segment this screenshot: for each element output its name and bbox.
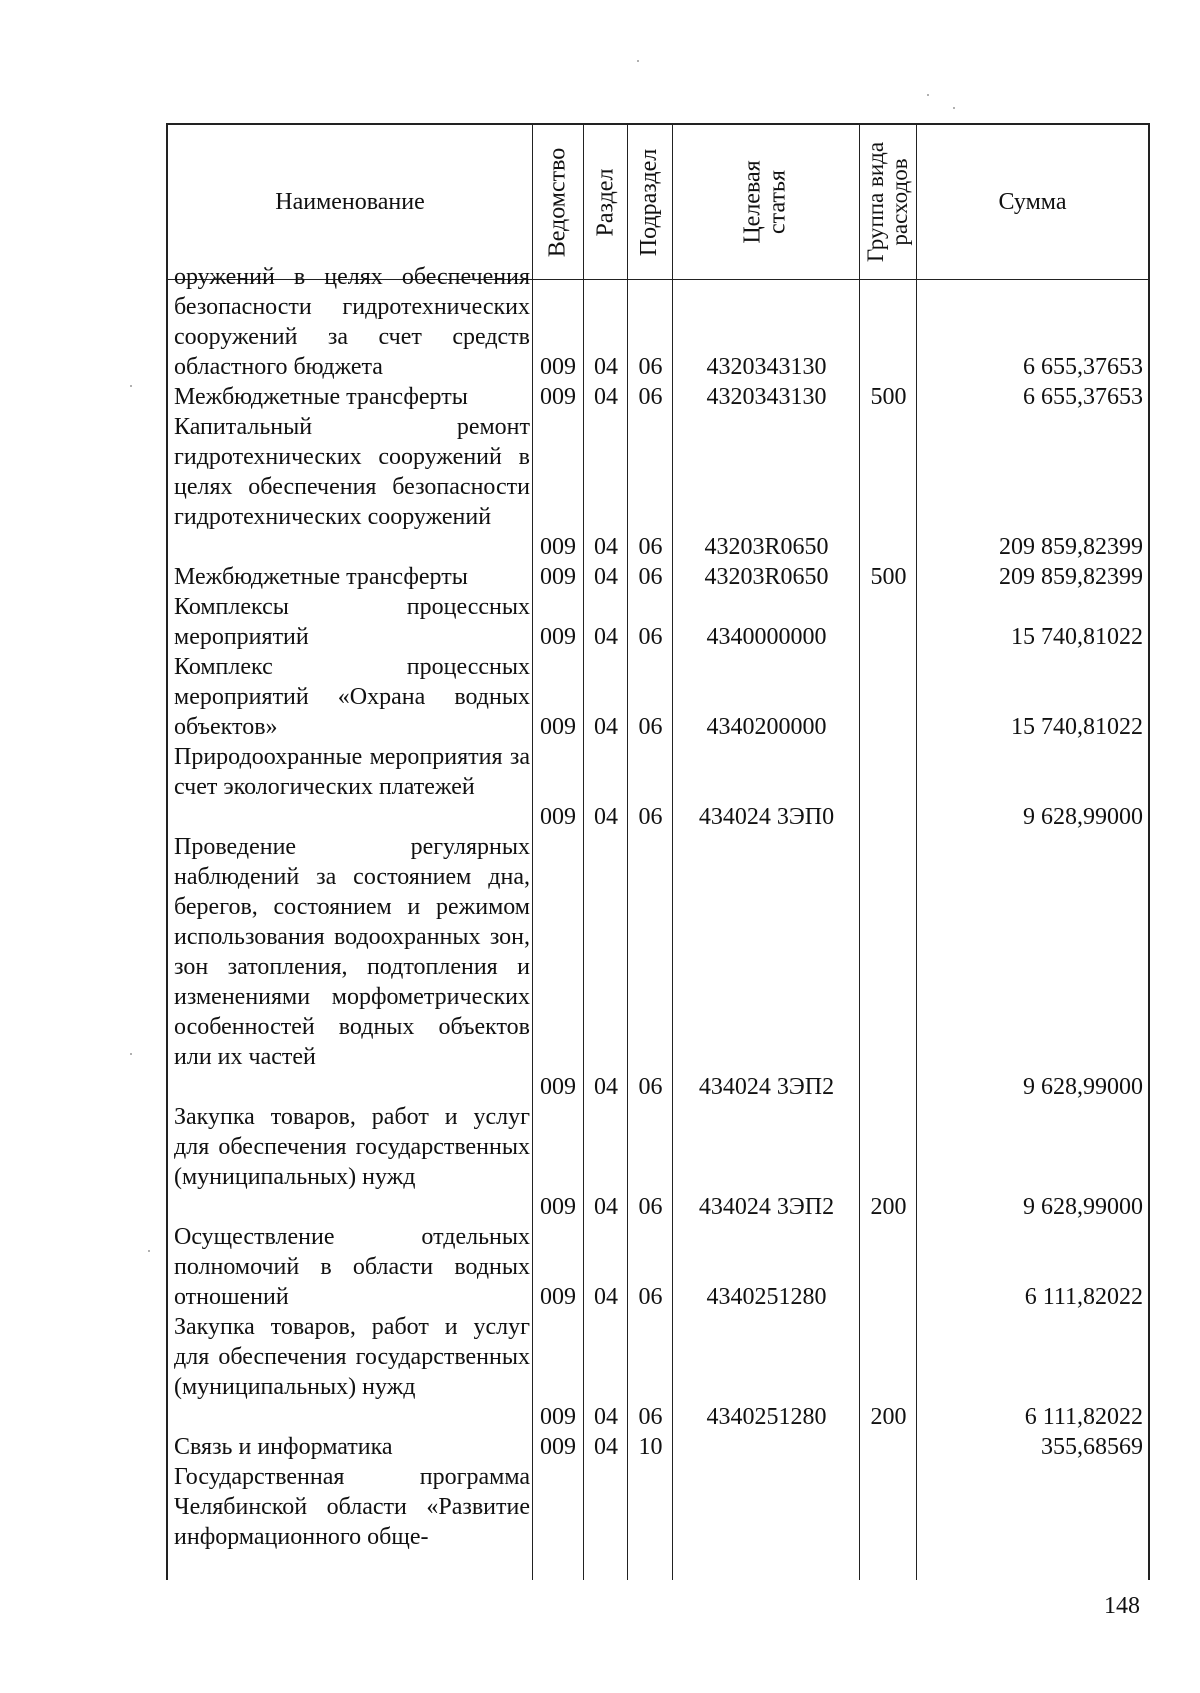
table-row bbox=[168, 832, 1148, 1102]
header-razdel: Раздел bbox=[592, 168, 619, 236]
row-summa: 209 859,82399 bbox=[999, 534, 1143, 560]
row-podrazdel: 06 bbox=[638, 354, 663, 380]
table-row bbox=[168, 1462, 1148, 1552]
row-celevaya-statya: 434024 3ЭП0 bbox=[698, 804, 835, 830]
row-podrazdel: 06 bbox=[638, 1404, 663, 1430]
row-podrazdel: 06 bbox=[638, 1284, 663, 1310]
row-name: Закупка товаров, работ и услуг для обеспечения государственных (муниципальных) нужд bbox=[174, 1314, 530, 1400]
row-name: оружений в целях обеспечения безопасности гидротехнических сооружений за счет средств областного бюджета bbox=[174, 264, 530, 380]
table-row bbox=[168, 652, 1148, 742]
row-celevaya-statya: 43203R0650 bbox=[704, 564, 829, 590]
row-name: Государственная программа Челябинской области «Развитие информационного обще- bbox=[174, 1464, 530, 1550]
row-vedomstvo: 009 bbox=[540, 714, 576, 740]
row-razdel: 04 bbox=[594, 534, 618, 560]
row-podrazdel: 06 bbox=[638, 714, 663, 740]
row-razdel: 04 bbox=[594, 384, 618, 410]
row-podrazdel: 06 bbox=[638, 624, 663, 650]
table-row bbox=[168, 1102, 1148, 1222]
row-podrazdel: 06 bbox=[638, 384, 663, 410]
row-vedomstvo: 009 bbox=[540, 384, 576, 410]
row-name: Природоохранные мероприятия за счет экологических платежей bbox=[174, 744, 530, 800]
scan-speck bbox=[637, 60, 639, 62]
scan-speck bbox=[130, 385, 132, 387]
row-name: Осуществление отдельных полномочий в области водных отношений bbox=[174, 1224, 530, 1310]
row-summa: 6 655,37653 bbox=[1023, 384, 1143, 410]
header-celevaya-statya: Целевая статья bbox=[739, 160, 791, 244]
table-row bbox=[168, 1432, 1148, 1462]
table-row bbox=[168, 592, 1148, 652]
row-vedomstvo: 009 bbox=[540, 804, 576, 830]
row-gruppa-vida: 200 bbox=[870, 1404, 907, 1430]
row-summa: 355,68569 bbox=[1041, 1434, 1143, 1460]
header-gruppa-vida-rashodov: Группа вида расходов bbox=[863, 141, 913, 263]
table-row bbox=[168, 1312, 1148, 1432]
row-summa: 6 655,37653 bbox=[1023, 354, 1143, 380]
header-podrazdel: Подраздел bbox=[636, 148, 663, 256]
row-podrazdel: 06 bbox=[638, 804, 663, 830]
row-razdel: 04 bbox=[594, 1284, 618, 1310]
row-celevaya-statya: 4340251280 bbox=[706, 1404, 827, 1430]
table-row bbox=[168, 1222, 1148, 1312]
row-celevaya-statya: 4340200000 bbox=[706, 714, 827, 740]
row-gruppa-vida: 500 bbox=[870, 384, 907, 410]
row-vedomstvo: 009 bbox=[540, 624, 576, 650]
row-gruppa-vida: 200 bbox=[870, 1194, 907, 1220]
budget-table bbox=[166, 123, 1150, 1580]
row-razdel: 04 bbox=[594, 354, 618, 380]
row-razdel: 04 bbox=[594, 1404, 618, 1430]
row-summa: 15 740,81022 bbox=[1011, 714, 1143, 740]
row-celevaya-statya: 4320343130 bbox=[706, 384, 827, 410]
row-summa: 9 628,99000 bbox=[1023, 1074, 1143, 1100]
row-celevaya-statya: 43203R0650 bbox=[704, 534, 829, 560]
row-celevaya-statya: 434024 3ЭП2 bbox=[698, 1194, 835, 1220]
row-summa: 6 111,82022 bbox=[1024, 1284, 1143, 1310]
table-row bbox=[168, 412, 1148, 562]
row-vedomstvo: 009 bbox=[540, 564, 576, 590]
row-vedomstvo: 009 bbox=[540, 1284, 576, 1310]
row-name: Межбюджетные трансферты bbox=[174, 384, 468, 410]
row-vedomstvo: 009 bbox=[540, 1074, 576, 1100]
row-gruppa-vida: 500 bbox=[870, 564, 907, 590]
row-vedomstvo: 009 bbox=[540, 534, 576, 560]
row-summa: 15 740,81022 bbox=[1011, 624, 1143, 650]
row-vedomstvo: 009 bbox=[540, 1194, 576, 1220]
table-row bbox=[168, 262, 1148, 382]
row-summa: 6 111,82022 bbox=[1024, 1404, 1143, 1430]
row-name: Связь и информатика bbox=[174, 1434, 393, 1460]
scan-speck bbox=[148, 1250, 150, 1252]
row-celevaya-statya: 4320343130 bbox=[706, 354, 827, 380]
row-name: Капитальный ремонт гидротехнических сооружений в целях обеспечения безопасности гидротехнических сооружений bbox=[174, 414, 530, 530]
row-razdel: 04 bbox=[594, 1194, 618, 1220]
row-name: Закупка товаров, работ и услуг для обеспечения государственных (муниципальных) нужд bbox=[174, 1104, 530, 1190]
row-vedomstvo: 009 bbox=[540, 354, 576, 380]
row-name: Комплексы процессных мероприятий bbox=[174, 594, 530, 650]
row-podrazdel: 06 bbox=[638, 564, 663, 590]
row-razdel: 04 bbox=[594, 714, 618, 740]
row-podrazdel: 06 bbox=[638, 1074, 663, 1100]
row-celevaya-statya: 4340000000 bbox=[706, 624, 827, 650]
header-vedomstvo: Ведомство bbox=[544, 147, 571, 257]
header-summa: Сумма bbox=[998, 188, 1067, 215]
row-summa: 9 628,99000 bbox=[1023, 1194, 1143, 1220]
row-razdel: 04 bbox=[594, 1074, 618, 1100]
row-name: Комплекс процессных мероприятий «Охрана водных объектов» bbox=[174, 654, 530, 740]
row-podrazdel: 10 bbox=[638, 1434, 663, 1460]
row-razdel: 04 bbox=[594, 564, 618, 590]
row-celevaya-statya: 4340251280 bbox=[706, 1284, 827, 1310]
row-celevaya-statya: 434024 3ЭП2 bbox=[698, 1074, 835, 1100]
scan-speck bbox=[927, 94, 929, 96]
row-razdel: 04 bbox=[594, 804, 618, 830]
table-row bbox=[168, 382, 1148, 412]
row-name: Межбюджетные трансферты bbox=[174, 564, 468, 590]
row-vedomstvo: 009 bbox=[540, 1404, 576, 1430]
row-podrazdel: 06 bbox=[638, 534, 663, 560]
table-row bbox=[168, 742, 1148, 832]
row-name: Проведение регулярных наблюдений за состоянием дна, берегов, состоянием и режимом использования водоохранных зон, зон затопления, подтопления и изменениями морфометрических особенностей водных объектов или их частей bbox=[174, 834, 530, 1070]
table-row bbox=[168, 562, 1148, 592]
row-summa: 9 628,99000 bbox=[1023, 804, 1143, 830]
row-razdel: 04 bbox=[594, 624, 618, 650]
row-summa: 209 859,82399 bbox=[999, 564, 1143, 590]
header-name: Наименование bbox=[275, 188, 425, 215]
row-podrazdel: 06 bbox=[638, 1194, 663, 1220]
row-vedomstvo: 009 bbox=[540, 1434, 576, 1460]
scan-speck bbox=[953, 107, 955, 109]
page-number: 148 bbox=[1104, 1593, 1140, 1619]
row-razdel: 04 bbox=[594, 1434, 618, 1460]
scan-speck bbox=[130, 1053, 132, 1055]
